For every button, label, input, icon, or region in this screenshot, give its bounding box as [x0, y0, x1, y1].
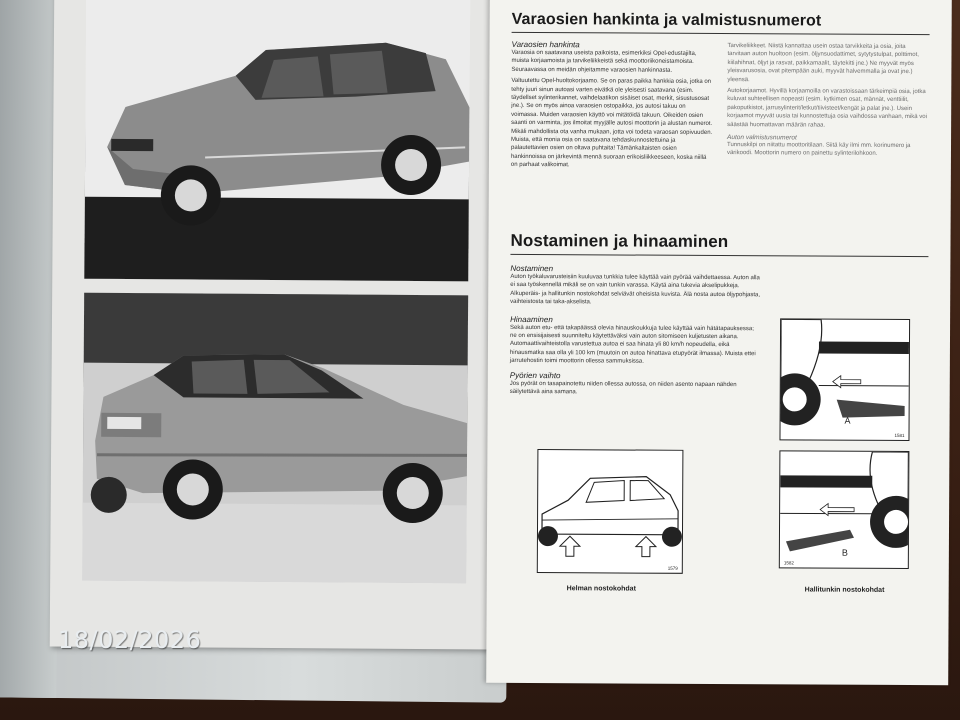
section-lifting — [509, 230, 928, 396]
parts-paragraph-4: Autokorjaamot. Hyvillä korjaamoilla on varastoissaan tärkeimpiä osia, jotka kuluvat suhteellisen nopeasti (esim. kytkimen osat, männät, venttiilit, pakoputkistot, jarrusylinterit/letkut/tiivisteet/kengät ja palat jne.). Usein korjaamot myyvät uusia tai kunnostettuja osia vaihdossa vanhaan, mikä voi säästää huomattavan määrän rahaa. — [727, 88, 927, 129]
lifting-text-column — [510, 259, 761, 398]
sill-jacking-illustration — [538, 450, 683, 573]
right-page — [486, 0, 952, 685]
caption-garage-jack: Hallitunkin nostokohdat — [804, 586, 885, 594]
camera-date-stamp: 18/02/2026 — [58, 626, 202, 654]
subtitle-wheel-change: Pyörien vaihto — [509, 370, 561, 380]
diagram-garage-jack-a — [779, 318, 910, 441]
subtitle-serial-numbers: Auton valmistusnumerot — [727, 134, 797, 142]
subtitle-parts: Varaosien hankinta — [511, 39, 580, 50]
section-title-lifting: Nostaminen ja hinaaminen — [510, 230, 729, 252]
figure-number-left: 1579 — [667, 565, 678, 571]
section-parts-columns — [511, 35, 930, 172]
diagram-sill-jacking-points — [537, 449, 684, 574]
parts-column-right — [727, 36, 930, 172]
caption-sill-jacking: Helman nostokohdat — [566, 585, 636, 593]
parts-paragraph-1: Varaosia on saatavana useista paikoista, esimerkiksi Opel-edustajilta, muista korjaamoista ja tarvikeliikkeistä sekä moottoriikoneistamoista. Seuraavassa on meidän ohjeitamme varaosien hankinnasta. — [511, 49, 697, 74]
lifting-paragraph: Auton työkaluvarusteisiin kuuluvaa tunkkia tulee käyttää vain pyörää vaihdettaessa. Auton alla ei saa työskennellä mikäli se on vain tunkin varassa. Käytä aina tukevia akselipukkeja. Alkuperäis- ja hallitunkin nostokohdat selviävät oheisista kuvista. Älä nosta autoa öljypohjasta, vaihteistosta tai taka-akselista. — [510, 273, 761, 306]
towing-paragraph: Sekä auton etu- että takapäässä olevia hinauskoukkuja tulee käyttää vain hätätapauksessa; ne on ensisijaisesti suunniteltu käytettäväksi vain auton sitomiseen kuljetusten aikana. Automaattivaihteistolla varustettua autoa ei saa hinata yli 80 km/h nopeudella, eikä hinausmatka saa olla yli 100 km (muutoin on autoa hinattava etupyörät ilmassa). Muista ettei jarrutehostin toimi moottorin ollessa sammuksissa. — [509, 324, 756, 365]
figure-label-b: B — [841, 547, 848, 558]
section-parts — [511, 11, 930, 172]
section-title-parts: Varaosien hankinta ja valmistusnumerot — [511, 10, 822, 30]
subtitle-lifting: Nostaminen — [510, 263, 554, 274]
figure-label-a: A — [844, 415, 851, 426]
parts-paragraph-3: Tarvikeliikkeet. Niistä kannattaa usein ostaa tarvikkeita ja osia, joita tarvitaan auton huoltoon (esim. öljynsuodattimet, sytytystulpat, polttimot, kiilahihnat, öljyt ja rasvat, paikkamaalit, täytekitti jne.) Ne myyvät myös yleisvarusosia, ovat pitempään auki, myyvät halvemmalla ja ovat jne.) yleensä. — [727, 43, 919, 83]
diagram-garage-jack-b — [779, 450, 910, 569]
figure-number-right-bottom: 1582 — [783, 560, 794, 566]
parts-paragraph-2: Valtuutettu Opel-huoltokorjaamo. Se on paras paikka hankkia osia, jotka on tehty juuri sinun autoasi varten eivätkä ole yleisesti saatavana (esim. täydellset sylinterikannet, vaihdelaatikon sisäiset osat, merkit, sisustusosat jne.). Se on myös ainoa varaosien ostopaikka, jos autosi takuu on voimassa. Muiden varaosien käyttö voi mitätöidä takuun. Oikeiden osien saanti on varminta, jos ilmoitat myyjälle autosi moottorin ja alustan numerot. Mikäli mahdollista ota vanha mukaan, jotta voi todeta varaosan sopivuuden. Muista, että monia osia on saatavana tehdaskunnostettuina ja palautettavien osien on oltava puhtaita! Tämänkaltaisten osien hankinnoissa on järkevintä mennä suoraan erikoisliikkeeseen, koska niillä on parhaat valikoimat. — [510, 78, 713, 169]
wheel-change-paragraph: Jos pyörät on tasapainotettu niiden ollessa autossa, on niiden asento napaan nähden säilytettävä aina samana. — [509, 380, 737, 396]
section-rule-lifting — [510, 254, 928, 257]
subtitle-towing: Hinaaminen — [510, 314, 553, 324]
car-photo-rear — [82, 293, 468, 584]
car-photo-front — [84, 0, 470, 281]
parts-paragraph-5: Tunnuskilpi on niitattu moottoritilaan. Siitä käy ilmi mm. korinumero ja värikoodi. Moottorin numero on painettu sylinterilohkoon. — [726, 142, 911, 158]
car-front-illustration — [84, 0, 470, 281]
parts-column-left — [511, 35, 714, 171]
car-rear-illustration — [82, 293, 468, 584]
left-page — [50, 0, 495, 650]
figure-number-right-top: 1581 — [894, 432, 905, 438]
